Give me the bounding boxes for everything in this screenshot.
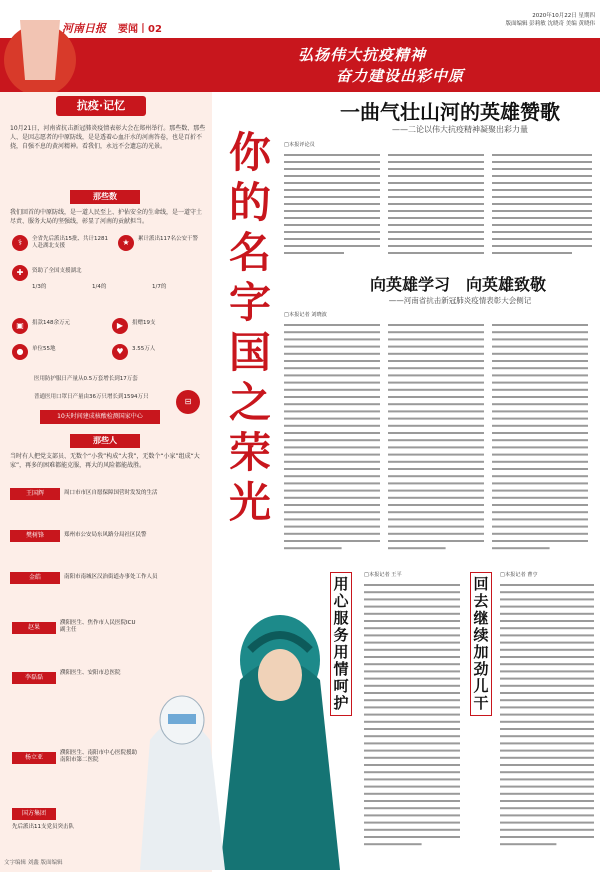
- text-line: [388, 367, 484, 369]
- stat-7: 捐款148余万元: [32, 320, 70, 326]
- text-line: [500, 829, 594, 831]
- person-text-2: 郑州市公安局东风路分局社区民警: [64, 532, 147, 538]
- text-line: [388, 439, 484, 441]
- person-name-6: 杨立亚: [12, 752, 56, 764]
- text-line: [500, 807, 594, 809]
- text-line: [364, 822, 460, 824]
- text-line: [364, 793, 460, 795]
- stat-10: 3.55万人: [132, 346, 156, 352]
- text-line: [388, 432, 484, 434]
- text-line: [364, 663, 460, 665]
- text-line: [284, 367, 380, 369]
- text-line: [388, 360, 484, 362]
- text-line: [492, 446, 588, 448]
- text-line: [500, 836, 594, 838]
- text-line: [500, 735, 594, 737]
- text-line: [364, 807, 460, 809]
- text-line: [364, 757, 460, 759]
- text-line: [284, 353, 380, 355]
- text-line: [284, 410, 380, 412]
- stat-5: 1/4的: [92, 284, 107, 290]
- article2-byline: □本报记者 刘晓波: [284, 312, 327, 318]
- text-line: [500, 670, 594, 672]
- text-line: [500, 649, 594, 651]
- text-line: [388, 446, 484, 448]
- text-line: [388, 346, 484, 348]
- text-line: [500, 771, 594, 773]
- text-line: [492, 382, 588, 384]
- section-label: 要闻丨02: [118, 24, 162, 35]
- text-line: [388, 389, 484, 391]
- text-line: [500, 814, 594, 816]
- text-line: [284, 526, 380, 528]
- text-line: [500, 721, 594, 723]
- text-line: [284, 396, 380, 398]
- stat-4: 1/3的: [32, 284, 47, 290]
- text-line: [388, 331, 484, 333]
- date-text: 2020年10月22日 星期四: [532, 13, 595, 19]
- text-line: [492, 540, 588, 542]
- volunteer-icon: ♥: [112, 344, 128, 360]
- text-line: [388, 547, 446, 549]
- hospital-icon: ✚: [12, 265, 28, 281]
- text-line: [284, 446, 380, 448]
- truck-icon: ▶: [112, 318, 128, 334]
- text-line: [284, 475, 380, 477]
- text-line: [500, 642, 594, 644]
- text-line: [364, 786, 460, 788]
- person-text-7: 先后派出11支党员突击队: [12, 824, 74, 830]
- text-line: [388, 353, 484, 355]
- text-line: [364, 814, 460, 816]
- text-line: [492, 526, 588, 528]
- text-line: [388, 540, 484, 542]
- text-line: [364, 829, 460, 831]
- person-name-2: 樊树锋: [10, 530, 60, 542]
- person-name-1: 王国辉: [10, 488, 60, 500]
- text-line: [284, 403, 380, 405]
- text-line: [500, 757, 594, 759]
- text-line: [492, 461, 588, 463]
- medical-workers-illustration: [130, 580, 360, 870]
- big-vertical-title: 你的名字 国之荣光: [228, 128, 271, 527]
- text-line: [364, 778, 460, 780]
- text-line: [388, 324, 484, 326]
- text-line: [500, 584, 594, 586]
- text-line: [492, 511, 588, 513]
- text-line: [492, 331, 588, 333]
- editors-text: 版面编辑 彭莉敏 沈晓奇 美编 黄晓伟: [505, 21, 595, 27]
- text-line: [364, 706, 460, 708]
- text-line: [500, 843, 556, 845]
- text-line: [500, 793, 594, 795]
- text-line: [284, 374, 380, 376]
- text-line: [284, 346, 380, 348]
- text-line: [492, 482, 588, 484]
- text-line: [364, 771, 460, 773]
- article4-byline: □本报记者 曹亨: [500, 572, 538, 578]
- article1-byline: □本报评论员: [284, 142, 315, 148]
- text-line: [388, 504, 484, 506]
- text-line: [500, 778, 594, 780]
- text-line: [500, 706, 594, 708]
- text-line: [388, 396, 484, 398]
- text-line: [388, 511, 484, 513]
- text-line: [364, 606, 460, 608]
- text-line: [492, 410, 588, 412]
- text-line: [388, 475, 484, 477]
- text-line: [500, 764, 594, 766]
- text-line: [500, 591, 594, 593]
- text-line: [284, 360, 380, 362]
- text-line: [364, 764, 460, 766]
- text-line: [492, 468, 588, 470]
- text-line: [492, 353, 588, 355]
- text-line: [364, 735, 460, 737]
- text-line: [492, 497, 588, 499]
- text-line: [500, 663, 594, 665]
- stat-3: 资助了全国支援湖北: [32, 268, 82, 274]
- text-line: [284, 432, 380, 434]
- text-line: [492, 338, 588, 340]
- footer-credit: 文字编辑 刘鑫 版面编辑: [4, 860, 63, 866]
- text-line: [388, 425, 484, 427]
- text-line: [492, 425, 588, 427]
- text-line: [364, 742, 460, 744]
- text-line: [500, 627, 594, 629]
- text-line: [492, 360, 588, 362]
- text-line: [284, 547, 342, 549]
- stat-6: 1/7的: [152, 284, 167, 290]
- text-line: [492, 367, 588, 369]
- text-line: [492, 533, 588, 535]
- text-line: [284, 482, 380, 484]
- text-line: [500, 714, 594, 716]
- stat-1: 全省先后派出15批、共计1281人赴湖北支援: [32, 236, 108, 249]
- text-line: [284, 389, 380, 391]
- text-line: [388, 526, 484, 528]
- bed-icon: ⊟: [176, 390, 200, 414]
- text-line: [284, 338, 380, 340]
- text-line: [284, 418, 380, 420]
- text-line: [364, 584, 460, 586]
- text-line: [500, 800, 594, 802]
- text-line: [500, 634, 594, 636]
- text-line: [500, 699, 594, 701]
- text-line: [388, 403, 484, 405]
- text-line: [364, 634, 460, 636]
- numbers-intro: 我们回首的中原防线，是一道人民至上、护佑安全的生命线，是一道守土尽责、服务大局的坚强线，彰显了河南的贡献担当。: [10, 209, 203, 225]
- text-line: [492, 324, 588, 326]
- text-line: [284, 518, 380, 520]
- text-line: [364, 728, 460, 730]
- text-line: [284, 454, 380, 456]
- text-line: [364, 613, 460, 615]
- text-line: [492, 432, 588, 434]
- text-line: [500, 728, 594, 730]
- memory-title: 抗疫·记忆: [56, 96, 146, 116]
- stat-11: 医用防护服日产量从0.5万套增长到17万套: [34, 376, 138, 382]
- text-line: [364, 656, 460, 658]
- header-date: [490, 12, 595, 28]
- text-line: [284, 468, 380, 470]
- box-icon: ▣: [12, 318, 28, 334]
- article3-body: [364, 582, 464, 852]
- person-text-3: 南阳市南城区汉治街道办事处工作人员: [64, 574, 158, 580]
- slogan-line2: 奋力建设出彩中原: [336, 67, 465, 85]
- text-line: [284, 533, 380, 535]
- text-line: [492, 547, 550, 549]
- stat-2: 累计派出117名公安干警: [138, 236, 198, 242]
- text-line: [364, 721, 460, 723]
- police-icon: ★: [118, 235, 134, 251]
- text-line: [364, 642, 460, 644]
- text-line: [388, 468, 484, 470]
- article1-text-lines: [284, 152, 594, 262]
- text-line: [284, 425, 380, 427]
- text-line: [388, 490, 484, 492]
- slogan-line1: 弘扬伟大抗疫精神: [298, 46, 427, 64]
- text-line: [492, 454, 588, 456]
- article4-text-lines: [500, 582, 596, 852]
- people-intro: 当时有人把党支部员、无数个“小我”构成“大我”，无数个“小家”组成“大家”，再多的困难都能克服，再大的风险都能战胜。: [10, 453, 200, 469]
- text-line: [388, 410, 484, 412]
- person-name-7: 国方集团: [12, 808, 56, 820]
- text-line: [364, 598, 460, 600]
- text-line: [284, 540, 380, 542]
- text-line: [364, 714, 460, 716]
- text-line: [500, 613, 594, 615]
- person-text-4: 濮阳医生、焦作市人民医院ICU副主任: [60, 620, 136, 633]
- article1-subtitle: ——二论以伟大抗疫精神凝聚出彩力量: [392, 125, 528, 134]
- stat-8: 捐赠19支: [132, 320, 156, 326]
- text-line: [364, 649, 460, 651]
- memory-text: 10月21日，河南省抗击新冠肺炎疫情表彰大会在郑州举行。那些数、那些人、是因志愿者的中原防线，是是透着心血汗水的河南答卷，也是百折不挠，自强不息的黄河精神。看我们，永远不会遗忘的光景。: [10, 125, 206, 150]
- text-line: [364, 800, 460, 802]
- text-line: [388, 382, 484, 384]
- article1-title: 一曲气壮山河的英雄赞歌: [340, 100, 560, 124]
- person-text-5: 濮阳医生、安阳市总医院: [60, 670, 121, 676]
- stat-13: 10天时间建成核酸检测国家中心: [40, 410, 160, 424]
- text-line: [500, 786, 594, 788]
- text-line: [364, 699, 460, 701]
- text-line: [492, 389, 588, 391]
- text-line: [364, 678, 460, 680]
- text-line: [388, 338, 484, 340]
- text-line: [500, 750, 594, 752]
- text-line: [284, 490, 380, 492]
- text-line: [500, 692, 594, 694]
- text-line: [284, 497, 380, 499]
- text-line: [500, 620, 594, 622]
- people-header: 那些人: [70, 434, 140, 448]
- text-line: [492, 490, 588, 492]
- stat-9: 单位55地: [32, 346, 56, 352]
- text-line: [492, 439, 588, 441]
- page-header: [0, 0, 600, 38]
- text-line: [492, 346, 588, 348]
- text-line: [284, 324, 380, 326]
- text-line: [500, 742, 594, 744]
- text-line: [364, 620, 460, 622]
- text-line: [388, 418, 484, 420]
- article2-body: [284, 322, 594, 562]
- person-text-6: 濮阳医生、南阳市中心医院援助南阳市第二医院: [60, 750, 138, 763]
- text-line: [284, 511, 380, 513]
- article4-body: [500, 582, 596, 852]
- text-line: [492, 403, 588, 405]
- numbers-header: 那些数: [70, 190, 140, 204]
- text-line: [500, 678, 594, 680]
- article3-text-lines: [364, 582, 464, 852]
- text-line: [364, 670, 460, 672]
- text-line: [492, 518, 588, 520]
- person-name-5: 李磊磊: [12, 672, 56, 684]
- group-icon: ●: [12, 344, 28, 360]
- text-line: [492, 374, 588, 376]
- text-line: [284, 461, 380, 463]
- text-line: [284, 504, 380, 506]
- text-line: [364, 591, 460, 593]
- text-line: [500, 822, 594, 824]
- text-line: [388, 461, 484, 463]
- person-name-4: 赵果: [12, 622, 56, 634]
- article1-body: [284, 152, 594, 262]
- article3-byline: □本报记者 王平: [364, 572, 402, 578]
- text-line: [388, 533, 484, 535]
- article2-text-lines: [284, 322, 594, 562]
- newspaper-logo: 河南日报: [62, 22, 106, 35]
- article3-title: 用心服务用情呵护: [330, 572, 352, 716]
- text-line: [364, 692, 460, 694]
- person-text-1: 周口市市区自愿保障国营时发发的生活: [64, 490, 158, 496]
- text-line: [364, 685, 460, 687]
- text-line: [364, 627, 460, 629]
- article2-title: 向英雄学习 向英雄致敬: [369, 275, 546, 294]
- text-line: [364, 836, 460, 838]
- text-line: [284, 382, 380, 384]
- person-icon: ⚕: [12, 235, 28, 251]
- text-line: [364, 843, 422, 845]
- text-line: [500, 685, 594, 687]
- text-line: [500, 606, 594, 608]
- text-line: [364, 750, 460, 752]
- stat-12: 普通医用口罩日产量由36万只增长到1594万只: [34, 394, 149, 400]
- text-line: [492, 475, 588, 477]
- text-line: [388, 374, 484, 376]
- text-line: [492, 418, 588, 420]
- text-line: [388, 482, 484, 484]
- text-line: [500, 598, 594, 600]
- text-line: [492, 396, 588, 398]
- text-line: [388, 497, 484, 499]
- text-line: [388, 518, 484, 520]
- article2-subtitle: ——河南省抗击新冠肺炎疫情表彰大会侧记: [388, 296, 532, 305]
- article4-title: 回去继续加劲儿干: [470, 572, 492, 716]
- person-name-3: 金皓: [10, 572, 60, 584]
- text-line: [284, 331, 380, 333]
- text-line: [388, 454, 484, 456]
- text-line: [500, 656, 594, 658]
- text-line: [492, 504, 588, 506]
- text-line: [284, 439, 380, 441]
